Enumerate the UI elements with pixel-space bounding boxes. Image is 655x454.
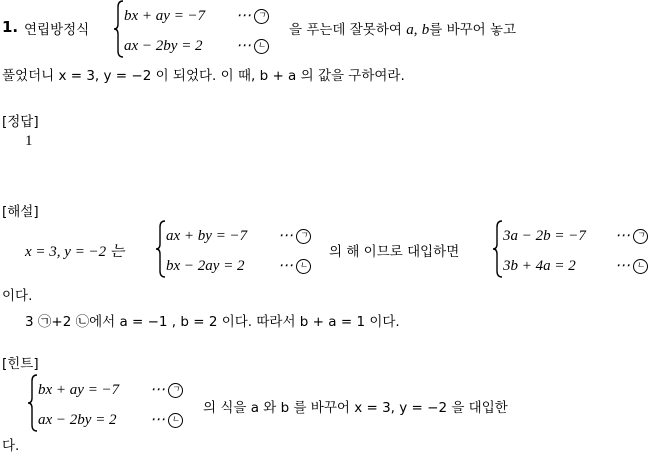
- left-brace-icon: [493, 220, 503, 278]
- problem-line-2: 풀었더니 x = 3, y = −2 이 되었다. 이 때, b + a 의 값을 구하여라.: [2, 68, 405, 84]
- equation-1: bx + ay = −7: [124, 8, 206, 24]
- equation-2: ax − 2by = 2: [124, 38, 203, 54]
- hint-equation-system: bx + ay = −7 ⋯ ㄱ ax − 2by = 2 ⋯ ㄴ: [28, 374, 198, 434]
- hint-label: [힌트]: [2, 356, 39, 372]
- circle-mark-2: ㄴ: [633, 259, 648, 274]
- hint-text: 의 식을 a 와 b 를 바꾸어 x = 3, y = −2 을 대입한: [203, 400, 508, 416]
- explanation-line-2: 3 ㉠+2 ㉡에서 a = −1 , b = 2 이다. 따라서 b + a = 1 이다.: [25, 314, 400, 330]
- circle-mark-1: ㄱ: [296, 229, 311, 244]
- problem-number: 1.: [2, 18, 19, 36]
- circle-mark-2: ㄴ: [168, 413, 183, 428]
- hint-end: 다.: [2, 438, 20, 454]
- left-brace-icon: [114, 0, 124, 58]
- explanation-condition: x = 3, y = −2 는: [25, 244, 125, 260]
- explanation-middle: 의 해 이므로 대입하면: [329, 244, 460, 260]
- equation-b2: 3b + 4a = 2: [503, 258, 576, 274]
- hint-equation-1: bx + ay = −7: [38, 382, 120, 398]
- left-brace-icon: [28, 374, 38, 432]
- answer-label: [정답]: [2, 114, 39, 130]
- problem-after: 을 푸는데 잘못하여 a, b를 바꾸어 놓고: [289, 22, 517, 38]
- problem-equation-system: bx + ay = −7 ⋯ ㄱ ax − 2by = 2 ⋯ ㄴ: [114, 0, 284, 60]
- left-brace-icon: [156, 220, 166, 278]
- equation-a2: bx − 2ay = 2: [166, 258, 245, 274]
- circle-mark-2: ㄴ: [296, 259, 311, 274]
- hint-equation-2: ax − 2by = 2: [38, 412, 117, 428]
- explanation-system-b: 3a − 2b = −7 ⋯ ㄱ 3b + 4a = 2 ⋯ ㄴ: [493, 220, 655, 280]
- circle-mark-1: ㄱ: [168, 383, 183, 398]
- equation-a1: ax + by = −7: [166, 228, 248, 244]
- equation-b1: 3a − 2b = −7: [503, 228, 586, 244]
- explanation-end: 이다.: [2, 288, 33, 304]
- circle-mark-1: ㄱ: [254, 9, 269, 24]
- explanation-system-a: ax + by = −7 ⋯ ㄱ bx − 2ay = 2 ⋯ ㄴ: [156, 220, 326, 280]
- circle-mark-2: ㄴ: [254, 39, 269, 54]
- problem-intro: 연립방정식: [24, 22, 90, 38]
- explanation-label: [해설]: [2, 204, 39, 220]
- answer-value: 1: [25, 133, 33, 149]
- circle-mark-1: ㄱ: [633, 229, 648, 244]
